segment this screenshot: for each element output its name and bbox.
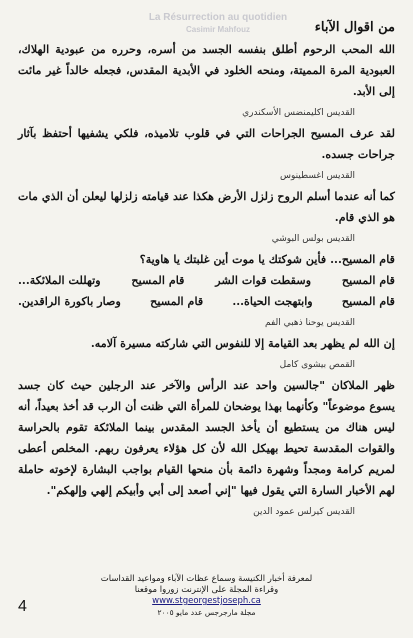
hymn-attribution: القديس يوحنا ذهبي الفم (264, 318, 355, 328)
hymn-cell: قام المسيح (341, 294, 395, 308)
quote-attribution: القمص بيشوى كامل (279, 360, 355, 370)
bleed-through-line1: La Résurrection au quotidien (148, 12, 288, 23)
footer-line: لمعرفة أخبار الكنيسة وسماع عظات الآباء ومواعيد القداسات (100, 574, 313, 584)
page-heading: من اقوال الآباء (314, 20, 395, 35)
page-number: 4 (18, 598, 27, 615)
hymn-cell: قام المسيح (131, 273, 185, 287)
quote-text: الله المحب الرحوم أطلق بنفسه الجسد من أسره، وحرره من عبودية الهلاك، العبودية المرة المميتة، ومنحه الخلود في الأبدية المقدس، فجعله خالداً غير مائت إلى الأبد. (18, 42, 395, 98)
quote-text: كما أنه عندما أسلم الروح زلزل الأرض هكذا عند قيامته زلزلها ليعلن أن الذي مات هو الذي قام. (18, 189, 395, 224)
quote-attribution: القديس كيرلس عمود الدين (253, 507, 355, 517)
website-link[interactable]: www.stgeorgestjoseph.ca (152, 596, 261, 606)
quote-attribution: القديس اكليمنضس الأسكندري (242, 108, 355, 118)
hymn-row (18, 270, 395, 291)
hymn-cell: وصار باكورة الراقدين. (18, 294, 121, 308)
quote-attribution: القديس اغسطينوس (279, 171, 355, 181)
main-content (18, 20, 395, 522)
hymn-cell: قام المسيح (341, 273, 395, 287)
quote-text: ظهر الملاكان "جالسين واحد عند الرأس والآخر عند الرجلين حيث كان جسد يسوع موضوعاً" وكأنهما بهذا يوضحان للمرأة التي ظنت أن الرب قد أخذ بعيداً، أنه ليس هناك من يستطيع أن يأخذ الجسد المقدس بينما الملائكة تقوم بالحراسة والقوات المقدسة تحيط بهيكل الله لأن كل هؤلاء يعرفون ربهم. المخلص أعطى لمريم كرامة ومجداً وشهرة دائمة بأن منحها القيام بواجب البشارة لإخوته حاملة لهم الأخبار السارة التي يقول فيها "إني أصعد إلى أبي وأبيكم إلهي وإلهكم". (18, 378, 395, 497)
quote-text: لقد عرف المسيح الجراحات التي في قلوب تلاميذه، فلكي يشفيها أحتفظ بآثار جراحات جسده. (18, 126, 395, 161)
footer-line: وقراءة المجلة على الإنترنت زوروا موقعنا (134, 585, 279, 595)
hymn-cell: وابتهجت الحياة... (232, 294, 313, 308)
footer-issue: مجلة مارجرجس عدد مايو ٢٠٠٥ (157, 608, 256, 617)
hymn-cell: وتهللت الملائكة... (18, 273, 101, 287)
hymn-cell: وسقطت قوات الشر (215, 273, 312, 287)
bleed-through-line2: Casimir Mahfouz (185, 25, 250, 34)
hymn-row (18, 291, 395, 312)
page-footer (0, 574, 413, 618)
hymn-verse (18, 249, 395, 330)
quote-text: إن الله لم يظهر بعد القيامة إلا للنفوس التي شاركته مسيرة آلامه. (90, 336, 395, 350)
hymn-intro: قام المسيح... فأين شوكتك يا موت أين غلبتك يا هاوية؟ (139, 252, 395, 266)
hymn-cell: قام المسيح (150, 294, 204, 308)
quote-attribution: القديس بولس البوشي (271, 234, 355, 244)
